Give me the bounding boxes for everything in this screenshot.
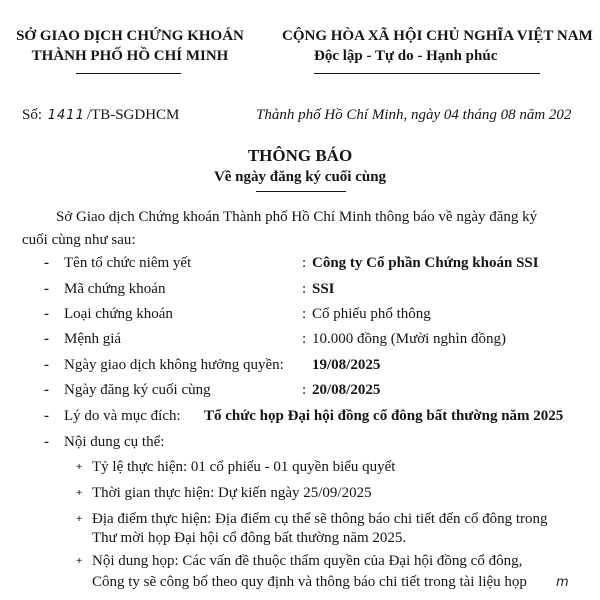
- initial-signature-mark: m: [556, 575, 569, 590]
- document-title: THÔNG BÁO: [247, 146, 353, 165]
- item-label: Mã chứng khoán: [64, 281, 166, 297]
- motto-underline: [314, 73, 540, 74]
- item-value: 20/08/2025: [312, 382, 381, 398]
- item-value: 10.000 đồng (Mười nghìn đồng): [312, 331, 506, 347]
- bullet-dash: -: [44, 408, 49, 424]
- document-code: /TB-SGDHCM: [86, 107, 180, 123]
- bullet-dash: -: [44, 331, 49, 347]
- item-value: 19/08/2025: [312, 357, 381, 373]
- detail-text: Thời gian thực hiện: Dự kiến ngày 25/09/2025: [92, 485, 372, 501]
- org-name-line2: THÀNH PHỐ HỒ CHÍ MINH: [31, 48, 229, 64]
- item-value: Cổ phiếu phổ thông: [312, 306, 431, 322]
- item-colon: :: [302, 306, 307, 322]
- intro-line1: Sở Giao dịch Chứng khoán Thành phố Hồ Chí Minh thông báo về ngày đăng ký: [56, 209, 538, 225]
- bullet-dash: -: [44, 357, 49, 373]
- detail-text: Địa điểm thực hiện: Địa điểm cụ thể sẽ thông báo chi tiết đến cổ đông trong: [92, 511, 548, 527]
- item-colon: :: [302, 281, 307, 297]
- document-number-prefix: Số:: [22, 107, 43, 123]
- item-value: SSI: [312, 281, 335, 297]
- detail-text-continued: Thư mời họp Đại hội cổ đông bất thường năm 2025.: [92, 530, 407, 546]
- document-subtitle: Về ngày đăng ký cuối cùng: [213, 169, 387, 185]
- nation-name: CỘNG HÒA XÃ HỘI CHỦ NGHĨA VIỆT NAM: [282, 28, 593, 44]
- item-label: Mệnh giá: [64, 331, 122, 347]
- item-label: Ngày đăng ký cuối cùng: [64, 382, 211, 398]
- item-label: Tên tổ chức niêm yết: [64, 255, 192, 271]
- item-label: Lý do và mục đích:: [64, 408, 181, 424]
- subtitle-underline: [256, 191, 346, 192]
- item-colon: :: [302, 255, 307, 271]
- item-colon: :: [302, 382, 307, 398]
- document-number-value: 1411: [47, 108, 85, 123]
- bullet-dash: -: [44, 281, 49, 297]
- bullet-dash: -: [44, 306, 49, 322]
- plus-bullet: +: [76, 487, 83, 499]
- item-label: Nội dung cụ thể:: [64, 434, 165, 450]
- issue-date: Thành phố Hồ Chí Minh, ngày 04 tháng 08 năm 202: [256, 107, 572, 123]
- bullet-dash: -: [44, 434, 49, 450]
- document-number: [22, 106, 179, 124]
- issuing-organization: [0, 26, 260, 66]
- bullet-dash: -: [44, 255, 49, 271]
- national-header: [282, 26, 600, 66]
- intro-line2: cuối cùng như sau:: [22, 232, 136, 248]
- plus-bullet: +: [76, 513, 83, 525]
- item-label: Loại chứng khoán: [64, 306, 173, 322]
- item-value: Công ty Cổ phần Chứng khoán SSI: [312, 255, 539, 271]
- plus-bullet: +: [76, 555, 83, 567]
- org-underline: [76, 73, 181, 74]
- plus-bullet: +: [76, 461, 83, 473]
- bullet-dash: -: [44, 382, 49, 398]
- item-colon: :: [302, 331, 307, 347]
- national-motto: Độc lập - Tự do - Hạnh phúc: [314, 48, 498, 64]
- detail-text: Tỷ lệ thực hiện: 01 cổ phiếu - 01 quyền biểu quyết: [92, 459, 396, 475]
- detail-text-continued: Công ty sẽ công bố theo quy định và thông báo chi tiết trong tài liệu họp: [92, 574, 527, 590]
- detail-text: Nội dung họp: Các vấn đề thuộc thẩm quyền của Đại hội đồng cổ đông,: [92, 553, 523, 569]
- org-name-line1: SỞ GIAO DỊCH CHỨNG KHOÁN: [16, 28, 244, 44]
- item-label: Ngày giao dịch không hưởng quyền:: [64, 357, 284, 373]
- item-value: Tổ chức họp Đại hội đồng cổ đông bất thường năm 2025: [204, 408, 564, 424]
